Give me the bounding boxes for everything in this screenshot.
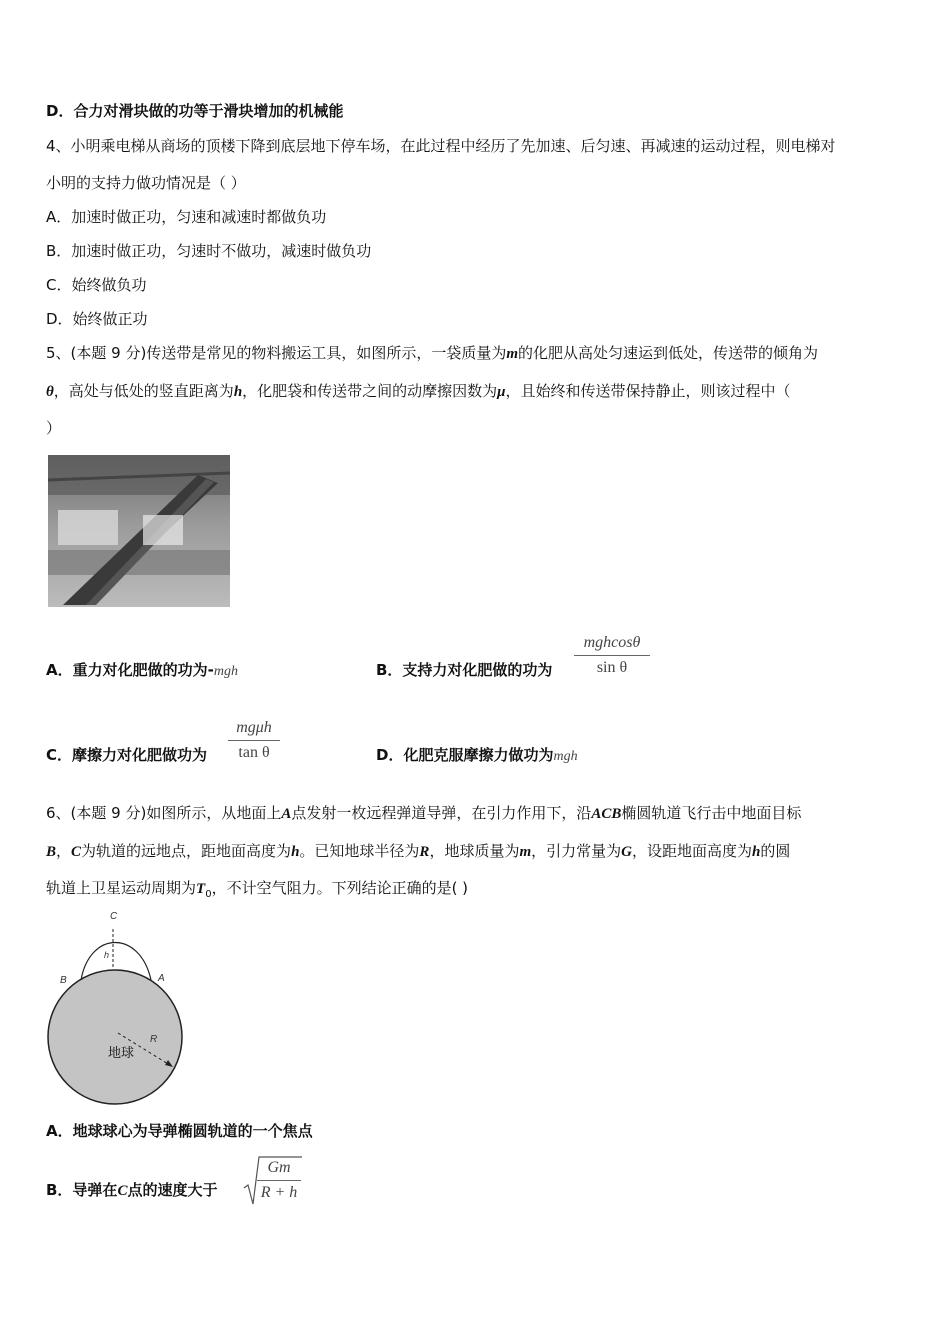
q6-option-b-formula: Gm R + h (257, 1158, 301, 1203)
q6-option-a: A．地球球心为导弹椭圆轨道的一个焦点 (46, 1122, 313, 1140)
q4-option-a: A．加速时做正功，匀速和减速时都做负功 (46, 208, 327, 226)
q5-option-c-formula: mgμh tan θ (228, 718, 280, 763)
q6-option-b: B．导弹在C点的速度大于 (46, 1181, 218, 1199)
label-r: R (150, 1034, 158, 1045)
earth-orbit-diagram (40, 905, 190, 1115)
q4-stem-line2: 小明的支持力做功情况是（ ） (46, 174, 246, 192)
q6-stem-line2: B，C为轨道的远地点，距地面高度为h。已知地球半径为R，地球质量为m，引力常量为G，设距地面高度为h的圆 (46, 842, 791, 860)
q5-option-d: D．化肥克服摩擦力做功为mgh (376, 746, 578, 764)
label-b: B (60, 975, 67, 986)
label-c: C (110, 911, 118, 922)
earth-circle (48, 970, 182, 1104)
q4-option-b: B．加速时做正功，匀速时不做功，减速时做负功 (46, 242, 372, 260)
q5-option-b-formula: mghcosθ sin θ (574, 633, 650, 678)
label-h: h (104, 950, 110, 960)
q5-stem-line2: θ，高处与低处的竖直距离为h，化肥袋和传送带之间的动摩擦因数为μ，且始终和传送带保持静止，则该过程中（ (46, 382, 791, 400)
q5-stem-line1: 5、(本题 9 分)传送带是常见的物料搬运工具，如图所示，一袋质量为m的化肥从高处匀速运到低处，传送带的倾角为 (46, 344, 819, 362)
q3-option-d: D．合力对滑块做的功等于滑块增加的机械能 (46, 102, 344, 120)
label-earth: 地球 (108, 1046, 135, 1061)
conveyor-belt-photo (48, 455, 230, 607)
q6-stem-line1: 6、(本题 9 分)如图所示，从地面上A点发射一枚远程弹道导弹，在引力作用下，沿ACB椭圆轨道飞行击中地面目标 (46, 804, 802, 822)
q5-option-a: A．重力对化肥做的功为-mgh (46, 661, 238, 679)
q4-option-d: D．始终做正功 (46, 310, 148, 328)
q5-option-c: C．摩擦力对化肥做功为 (46, 746, 208, 764)
q6-stem-line3: 轨道上卫星运动周期为$T_0$，不计空气阻力。下列结论正确的是( ) (46, 879, 469, 900)
q4-stem-line1: 4、小明乘电梯从商场的顶楼下降到底层地下停车场，在此过程中经历了先加速、后匀速、再减速的运动过程，则电梯对 (46, 137, 836, 155)
q4-option-c: C．始终做负功 (46, 276, 147, 294)
q5-option-b: B．支持力对化肥做的功为 (376, 661, 553, 679)
label-a: A (158, 973, 165, 984)
q5-stem-line3: ） (46, 419, 62, 437)
